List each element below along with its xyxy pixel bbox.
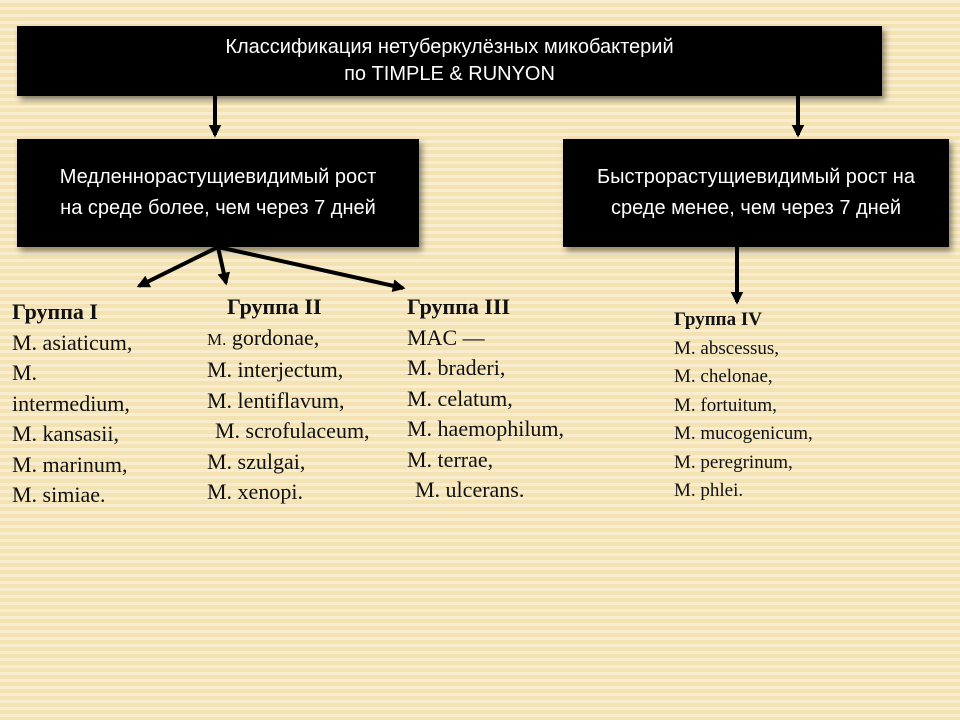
arrow-slow-to-group-3 <box>218 247 403 288</box>
group-2-species: M. scrofulaceum, <box>215 418 370 443</box>
group-1-heading: Группа I <box>12 299 98 324</box>
group-3-species: M. celatum, <box>407 385 513 411</box>
arrow-slow-to-group-1 <box>139 247 218 286</box>
group-1-species: M. simiae. <box>12 482 106 507</box>
group-2-list <box>207 292 417 508</box>
group-3-list <box>407 292 607 506</box>
arrow-slow-to-group-2 <box>218 247 226 283</box>
fast-growing-box <box>563 139 949 247</box>
group-2-species: M. lentiflavum, <box>207 387 345 413</box>
group-3-species: M. terrae, <box>407 446 494 472</box>
group-3-species: M. haemophilum, <box>407 416 565 441</box>
fast-growing-line-2: среде менее, чем через 7 дней <box>610 197 902 219</box>
group-2-species <box>207 323 417 356</box>
group-1-species: intermedium, <box>12 390 130 416</box>
slow-growing-line-1: Медленнорастущиевидимый рост <box>59 166 377 188</box>
group-4-species: M. abscessus, <box>674 337 780 359</box>
group-1-species: M. <box>12 360 38 385</box>
group-2-heading: Группа II <box>227 294 322 319</box>
slow-growing-box <box>17 139 419 247</box>
group-4-species: M. mucogenicum, <box>674 423 813 444</box>
group-3-species: M. ulcerans. <box>415 477 525 502</box>
group-3-species: M. braderi, <box>407 355 506 380</box>
group-4-species: M. peregrinum, <box>674 451 793 473</box>
title-line-1: Классификация нетуберкулёзных микобактерий <box>225 36 674 58</box>
group-2-species: M. xenopi. <box>207 479 303 504</box>
group-4-list <box>674 306 894 506</box>
group-4-species: M. chelonae, <box>674 366 773 387</box>
group-1-species: M. asiaticum, <box>12 329 133 355</box>
group-2-species: M. interjectum, <box>207 357 344 382</box>
title-box <box>17 26 882 96</box>
group-3-species: MAC — <box>407 324 485 350</box>
group-4-species: M. fortuitum, <box>674 394 777 416</box>
group-4-heading: Группа IV <box>674 309 762 330</box>
group-2-species-name: gordonae, <box>231 324 320 350</box>
group-2-species: M. szulgai, <box>207 448 306 474</box>
title-line-2: по TIMPLE & RUNYON <box>344 63 555 85</box>
group-3-heading: Группа III <box>407 294 511 319</box>
group-1-species: M. kansasii, <box>12 421 119 446</box>
fast-growing-line-1: Быстрорастущиевидимый рост на <box>597 166 915 188</box>
group-4-species: M. phlei. <box>674 480 744 501</box>
group-1-species: M. marinum, <box>12 451 128 477</box>
group-2-species-prefix: M. <box>207 329 227 349</box>
slow-growing-line-2: на среде более, чем через 7 дней <box>60 197 376 219</box>
group-1-list <box>12 297 187 511</box>
